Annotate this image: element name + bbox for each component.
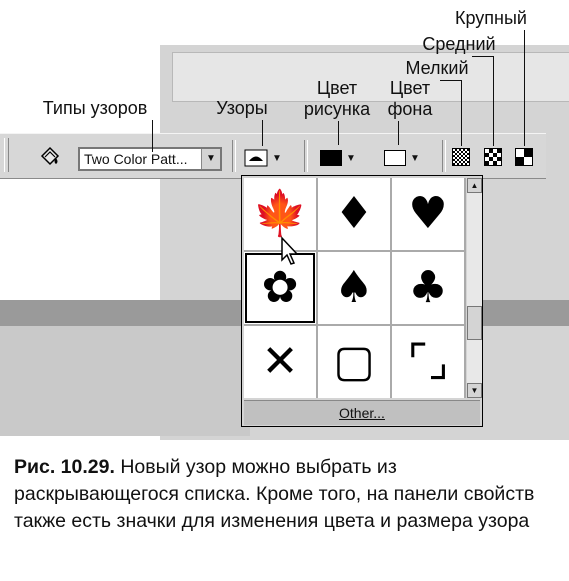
large-pattern-button[interactable]	[515, 148, 533, 166]
bracket-frame-icon: ⌜⌟	[407, 336, 449, 387]
maple-leaf-icon: 🍁	[252, 188, 308, 239]
two-color-fill-icon	[244, 149, 268, 167]
leader-line	[524, 30, 525, 146]
pattern-color-button[interactable]	[320, 145, 370, 171]
leader-line	[440, 80, 462, 81]
pattern-cell-spade[interactable]	[318, 252, 390, 324]
cross-icon: ✕	[261, 336, 299, 387]
chevron-down-icon: ▼	[346, 152, 356, 164]
scrollbar[interactable]	[467, 178, 482, 398]
callout-small: Мелкий	[405, 58, 469, 78]
pattern-cell-bracket-frame[interactable]	[392, 326, 464, 398]
leader-line	[152, 120, 153, 152]
toolbar-separator	[442, 140, 446, 172]
figure-caption	[14, 454, 544, 535]
mouse-cursor-icon	[280, 236, 302, 266]
pattern-grid	[244, 178, 466, 398]
pattern-cell-cross[interactable]	[244, 326, 316, 398]
other-button[interactable]	[244, 400, 480, 425]
pattern-type-combo[interactable]	[78, 147, 222, 171]
patterns-dropdown	[241, 175, 483, 427]
heart-icon: ♥	[408, 188, 448, 239]
pattern-cell-club[interactable]	[392, 252, 464, 324]
scrollbar-thumb[interactable]	[467, 306, 482, 340]
callout-pattern-types: Типы узоров	[42, 98, 148, 118]
toolbar-separator	[304, 140, 308, 172]
small-pattern-button[interactable]	[452, 148, 470, 166]
callout-pattern-color-2: рисунка	[303, 99, 371, 119]
callout-pattern-color-1: Цвет	[316, 78, 358, 98]
chevron-down-icon: ▼	[272, 152, 282, 164]
toolbar-separator	[232, 140, 236, 172]
callout-medium: Средний	[422, 34, 496, 54]
leader-line	[398, 121, 399, 145]
scroll-up-button[interactable]: ▲	[467, 178, 482, 193]
callout-background-color-1: Цвет	[389, 78, 431, 98]
diamond-icon: ♦	[334, 188, 374, 239]
figure-number: Рис. 10.29.	[14, 456, 115, 478]
background-color-button[interactable]	[384, 145, 434, 171]
pattern-cell-border-frame[interactable]	[318, 326, 390, 398]
pattern-type-value: Two Color Patt...	[84, 151, 188, 167]
callout-background-color-2: фона	[387, 99, 433, 119]
leader-line	[262, 120, 263, 146]
background-color-swatch	[384, 150, 406, 166]
patterns-dropdown-button[interactable]	[244, 145, 294, 171]
spade-icon: ♠	[334, 262, 374, 313]
caption-text: Новый узор можно выбрать из раскрывающегося списка. Кроме того, на панели свойств также есть значки для изменения цвета и размера узора	[14, 456, 535, 532]
chevron-down-icon: ▼	[410, 152, 420, 164]
callout-patterns: Узоры	[216, 98, 268, 118]
medium-pattern-button[interactable]	[484, 148, 502, 166]
callout-large: Крупный	[455, 8, 527, 28]
scroll-down-button[interactable]: ▼	[467, 383, 482, 398]
tree-icon: ✿	[261, 262, 299, 313]
leader-line	[461, 80, 462, 146]
border-frame-icon: ▢	[333, 336, 375, 387]
pattern-cell-diamond[interactable]	[318, 178, 390, 250]
other-label: Other...	[339, 405, 385, 421]
leader-line	[493, 56, 494, 146]
fill-tool-icon	[38, 146, 62, 168]
pattern-color-swatch	[320, 150, 342, 166]
club-icon: ♣	[408, 262, 448, 313]
property-toolbar	[0, 133, 546, 179]
pattern-cell-heart[interactable]	[392, 178, 464, 250]
background-panel	[0, 326, 250, 436]
leader-line	[472, 56, 494, 57]
toolbar-grip[interactable]	[4, 138, 9, 172]
fill-tool-button[interactable]	[36, 144, 64, 170]
leader-line	[338, 121, 339, 145]
chevron-down-icon[interactable]: ▼	[201, 149, 220, 169]
